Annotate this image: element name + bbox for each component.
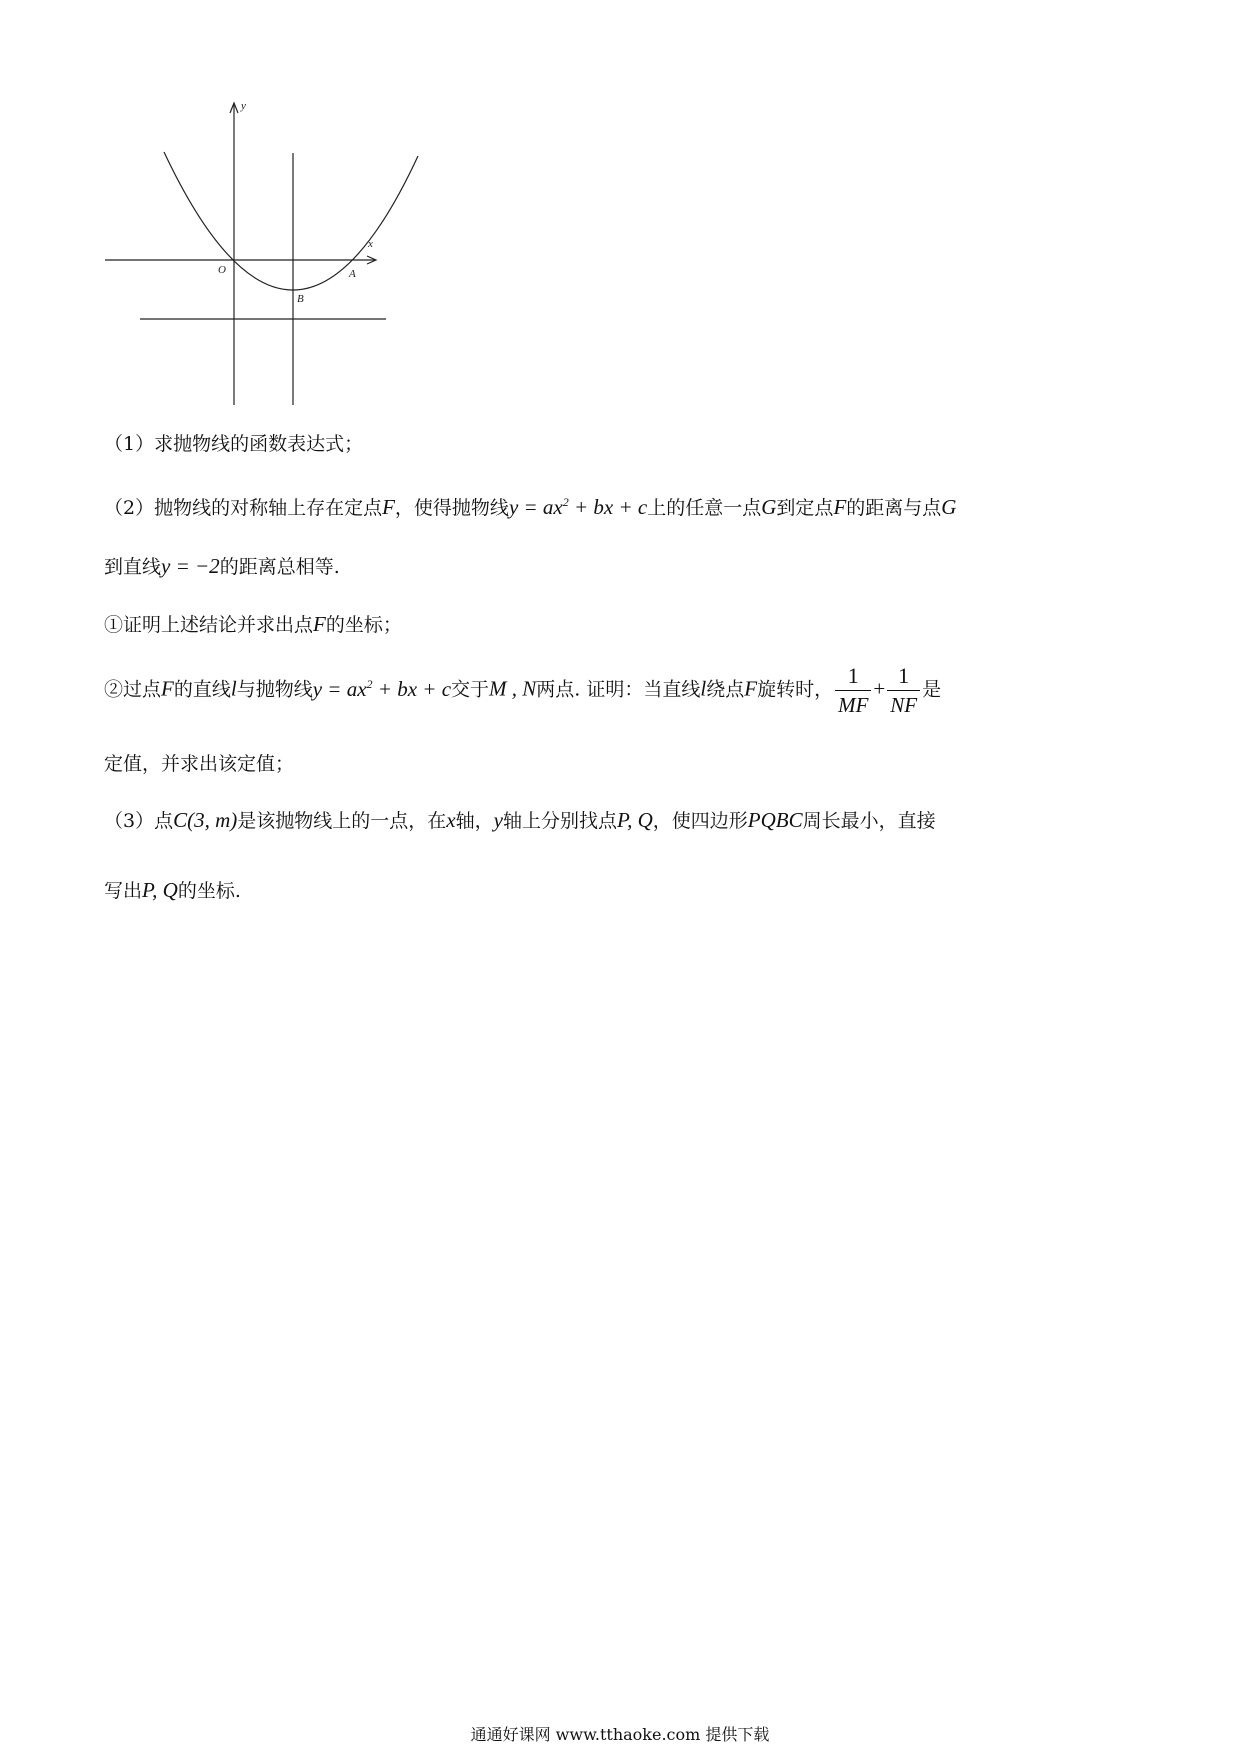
point-g: G: [941, 495, 957, 519]
equation: [509, 495, 647, 519]
point-g: G: [761, 495, 777, 519]
text: 轴，: [455, 810, 494, 832]
text: 的直线: [173, 678, 231, 701]
text: 与抛物线: [236, 678, 313, 701]
text: （2）抛物线的对称轴上存在定点: [104, 497, 383, 519]
question-2-part-2-line-2: 定值，并求出该定值；: [104, 753, 295, 775]
fraction-1-over-mf: [835, 662, 871, 719]
text: 到直线: [104, 556, 162, 578]
text: ，使得抛物线: [394, 497, 509, 519]
plus-sign: +: [873, 676, 886, 701]
denominator: MF: [838, 693, 869, 717]
text: 的坐标.: [177, 880, 241, 902]
text: 绕点: [706, 678, 745, 701]
text: 的坐标；: [325, 614, 402, 636]
numerator: 1: [887, 662, 920, 691]
text: 周长最小，直接: [802, 810, 936, 832]
exponent: 2: [366, 676, 373, 691]
eq-part: y = ax: [508, 495, 563, 519]
question-3-line-2: [104, 876, 241, 905]
x-axis-label: x: [368, 238, 373, 250]
question-2-part-2-line-1: [104, 662, 941, 719]
text: 是: [922, 678, 942, 701]
equation: [313, 677, 451, 701]
point-f: F: [382, 495, 395, 519]
point-f: F: [833, 495, 847, 519]
parabola-curve: [164, 152, 418, 290]
text: 轴上分别找点: [502, 810, 617, 832]
fraction-1-over-nf: [887, 662, 920, 719]
point-f: F: [313, 612, 326, 636]
text: 的距离总相等.: [219, 556, 340, 578]
eq-part: + bx + c: [372, 676, 452, 701]
parabola-figure: [100, 95, 440, 415]
y-axis-label: y: [241, 100, 246, 112]
text: 写出: [104, 880, 143, 902]
footer-source: 通通好课网 www.tthaoke.com 提供下载: [470, 1725, 770, 1744]
text: （3）点: [104, 810, 174, 832]
quadrilateral-pqbc: PQBC: [747, 808, 803, 832]
origin-label: O: [218, 264, 226, 276]
question-1: （1）求抛物线的函数表达式；: [104, 433, 364, 455]
text: ②过点: [104, 678, 162, 701]
eq-part: y = ax: [312, 676, 367, 701]
text: 上的任意一点: [647, 497, 762, 519]
point-f: F: [161, 676, 174, 701]
text: 两点. 证明：当直线: [536, 678, 701, 701]
text: 旋转时，: [757, 678, 834, 701]
eq-part: + bx + c: [568, 495, 648, 519]
text: 的距离与点: [846, 497, 942, 519]
text: 交于: [451, 678, 490, 701]
text: ①证明上述结论并求出点: [104, 614, 314, 636]
question-2-line-2: [104, 552, 340, 581]
point-c: C: [173, 808, 188, 832]
denominator: NF: [890, 693, 918, 717]
question-2-part-1: [104, 610, 402, 639]
equation: y = −2: [161, 554, 220, 578]
point-c-coords: (3, m): [187, 808, 238, 832]
points-m-n: M , N: [489, 676, 537, 701]
question-2-line-1: [104, 488, 956, 522]
numerator: 1: [835, 662, 871, 691]
point-f: F: [744, 676, 758, 701]
text: ，使四边形: [652, 810, 748, 832]
question-3-line-1: [104, 806, 936, 835]
point-a-label: A: [349, 268, 356, 280]
var-x: x: [446, 808, 456, 832]
text: 到定点: [776, 497, 834, 519]
exponent: 2: [562, 495, 569, 509]
var-y: y: [493, 808, 503, 832]
text: 是该抛物线上的一点，在: [237, 810, 447, 832]
line-l: l: [700, 676, 707, 701]
points-p-q: P, Q: [142, 878, 178, 902]
points-p-q: P, Q: [616, 808, 653, 832]
line-l: l: [230, 676, 237, 701]
point-b-label: B: [297, 293, 304, 305]
